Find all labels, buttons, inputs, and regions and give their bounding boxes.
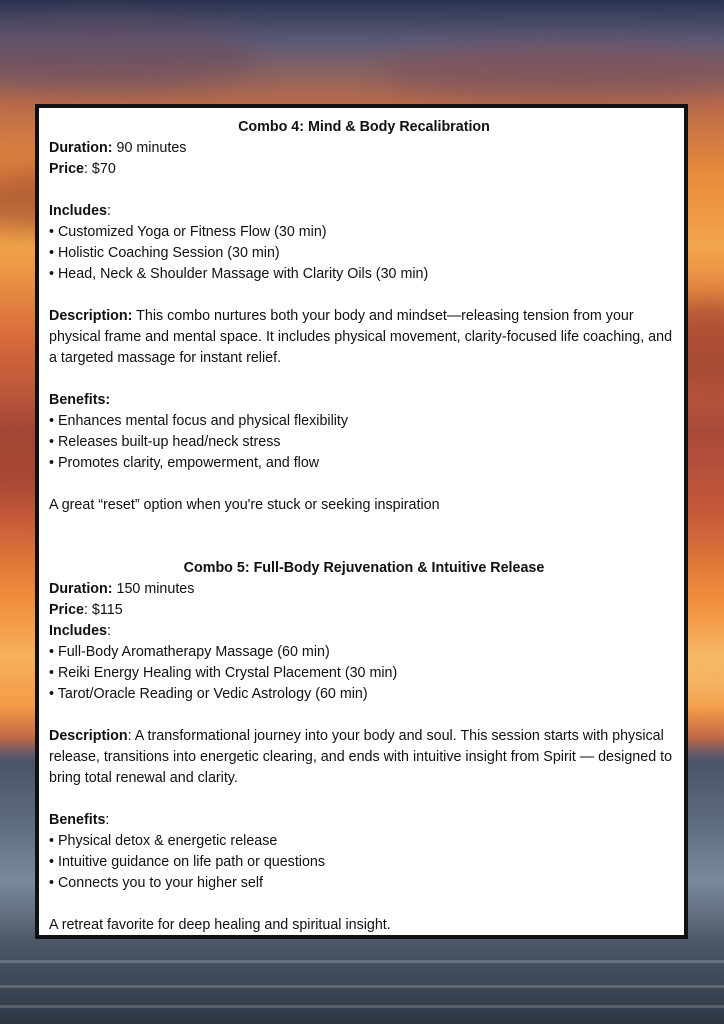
price-value: : $70 bbox=[83, 161, 116, 177]
benefits-label: Benefits bbox=[49, 812, 106, 828]
combo5-includes-heading bbox=[49, 621, 679, 642]
list-item: • Releases built-up head/neck stress bbox=[49, 434, 281, 450]
spacer bbox=[49, 180, 679, 201]
spacer bbox=[49, 537, 679, 558]
spacer bbox=[49, 705, 679, 726]
includes-label: Includes bbox=[49, 203, 107, 219]
wave bbox=[0, 960, 724, 963]
wave bbox=[0, 985, 724, 988]
list-item: • Customized Yoga or Fitness Flow (30 min) bbox=[49, 224, 327, 240]
list-item: • Intuitive guidance on life path or questions bbox=[49, 854, 326, 870]
duration-label: Duration: bbox=[49, 581, 113, 597]
description-label: Description bbox=[49, 728, 128, 744]
combo5-description bbox=[49, 726, 679, 789]
list-item: • Holistic Coaching Session (30 min) bbox=[49, 245, 280, 261]
price-value: : $115 bbox=[83, 602, 123, 618]
spacer bbox=[49, 789, 679, 810]
spacer bbox=[49, 285, 679, 306]
combo4-duration bbox=[49, 138, 679, 159]
spacer bbox=[49, 516, 679, 537]
combo5-duration bbox=[49, 579, 679, 600]
list-item: • Enhances mental focus and physical flexibility bbox=[49, 413, 349, 429]
combo4-title: Combo 4: Mind & Body Recalibration bbox=[238, 119, 490, 135]
wave bbox=[0, 1005, 724, 1008]
combo5-price bbox=[49, 600, 679, 621]
benefits-colon: : bbox=[105, 812, 110, 828]
spacer bbox=[49, 369, 679, 390]
description-text: : A transformational journey into your body and soul. This session starts with physical release, transitions into energetic clearing, and ends with intuitive insight from Spirit — designed to bring total renewal and clarity. bbox=[49, 728, 673, 786]
list-item: • Full-Body Aromatherapy Massage (60 min) bbox=[49, 644, 330, 660]
list-item: • Physical detox & energetic release bbox=[49, 833, 278, 849]
duration-value: 90 minutes bbox=[112, 140, 187, 156]
list-item: • Tarot/Oracle Reading or Vedic Astrology (60 min) bbox=[49, 686, 368, 702]
list-item: • Promotes clarity, empowerment, and flow bbox=[49, 455, 320, 471]
duration-label: Duration: bbox=[49, 140, 113, 156]
card-content bbox=[49, 117, 679, 936]
benefits-label: Benefits: bbox=[49, 392, 111, 408]
list-item: • Connects you to your higher self bbox=[49, 875, 264, 891]
price-label: Price bbox=[49, 161, 84, 177]
list-item: • Head, Neck & Shoulder Massage with Clarity Oils (30 min) bbox=[49, 266, 429, 282]
combo4-description bbox=[49, 306, 679, 369]
price-label: Price bbox=[49, 602, 84, 618]
combo5-benefits-heading bbox=[49, 810, 679, 831]
cloud bbox=[380, 40, 724, 100]
combo4-benefits-heading bbox=[49, 390, 679, 411]
combo5-title: Combo 5: Full-Body Rejuvenation & Intuitive Release bbox=[183, 560, 545, 576]
includes-colon: : bbox=[107, 203, 111, 219]
description-text: This combo nurtures both your body and mindset—releasing tension from your physical frame and mental space. It includes physical movement, clarity-focused life coaching, and a targeted massage for instant relief. bbox=[49, 308, 673, 366]
combo4-includes-heading bbox=[49, 201, 679, 222]
combo4-price bbox=[49, 159, 679, 180]
description-label: Description: bbox=[49, 308, 133, 324]
list-item: • Reiki Energy Healing with Crystal Placement (30 min) bbox=[49, 665, 398, 681]
includes-label: Includes bbox=[49, 623, 107, 639]
duration-value: 150 minutes bbox=[112, 581, 195, 597]
cloud bbox=[0, 20, 260, 90]
services-card bbox=[35, 104, 688, 939]
combo5-closing: A retreat favorite for deep healing and spiritual insight. bbox=[49, 917, 391, 933]
combo4-closing: A great “reset” option when you're stuck or seeking inspiration bbox=[49, 497, 440, 513]
spacer bbox=[49, 894, 679, 915]
includes-colon: : bbox=[107, 623, 111, 639]
spacer bbox=[49, 474, 679, 495]
